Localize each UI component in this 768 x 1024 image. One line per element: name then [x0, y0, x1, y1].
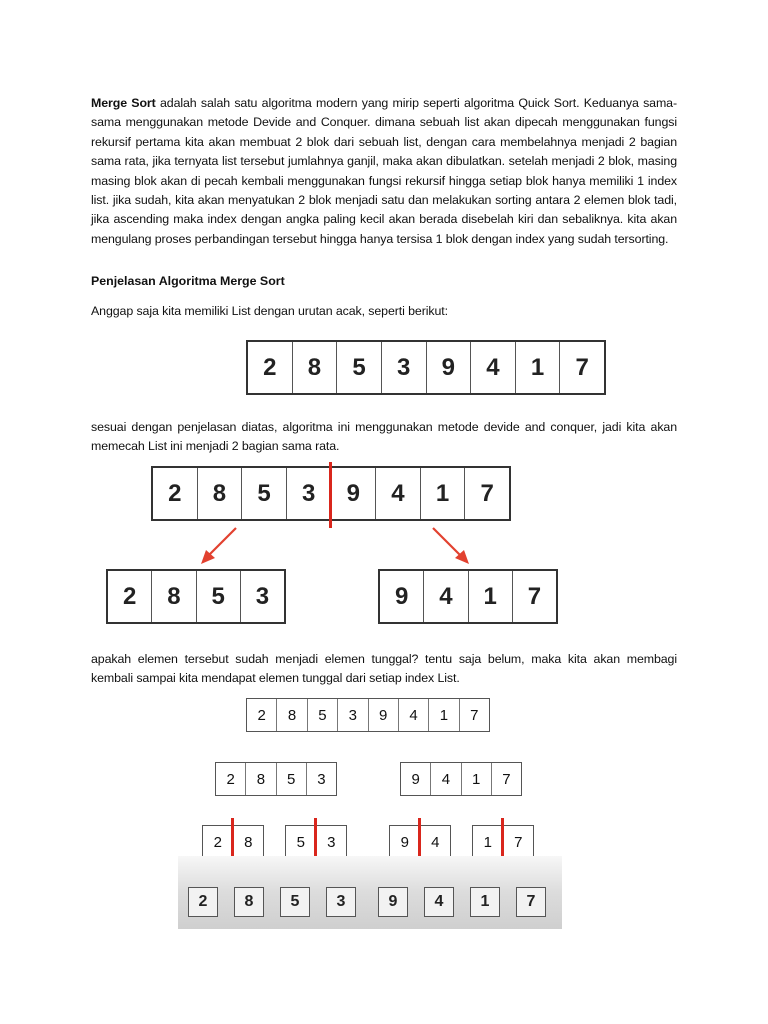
list-cell: 1 [462, 763, 492, 795]
recursive-right-half [400, 762, 522, 796]
list-cell: 8 [293, 342, 338, 393]
list-cell: 3 [317, 770, 326, 788]
list-cell: 7 [502, 770, 511, 788]
single-element: 3 [326, 887, 356, 917]
list-cell: 2 [203, 826, 234, 858]
recursive-left-half [215, 762, 337, 796]
right-half-figure [378, 569, 558, 624]
list-cell: 9 [332, 468, 377, 519]
list-cell: 5 [277, 763, 307, 795]
list-cell: 3 [382, 342, 427, 393]
list-cell: 9 [401, 763, 431, 795]
list-cell: 8 [152, 571, 196, 622]
list-cell: 5 [197, 571, 241, 622]
single-element: 2 [188, 887, 218, 917]
list-cell: 7 [527, 582, 542, 610]
list-cell: 3 [287, 468, 332, 519]
single-element: 7 [516, 887, 546, 917]
list-cell: 3 [338, 699, 368, 731]
recursion-paragraph: apakah elemen tersebut sudah menjadi elemen tunggal? tentu saja belum, maka kita akan membagi kembali sampai kita mendapat elemen tunggal dari setiap index List. [91, 652, 677, 686]
intro-list-paragraph: Anggap saja kita memiliki List dengan urutan acak, seperti berikut: [91, 304, 448, 318]
list-cell: 5 [308, 699, 338, 731]
right-arrow-icon [428, 524, 474, 566]
list-cell: 1 [469, 571, 513, 622]
list-cell: 2 [248, 342, 293, 393]
list-cell: 2 [108, 571, 152, 622]
list-cell: 1 [421, 468, 466, 519]
split-line [329, 462, 332, 528]
intro-text: adalah salah satu algoritma modern yang mirip seperti algoritma Quick Sort. Keduanya sama-sama menggunakan metode Devide and Conquer. dimana sebuah list akan dipecah menggunakan fungsi rekursif pertama kita akan membuat 2 blok dari sebuah list, dengan cara membelahnya menjadi 2 bagian sama rata, jika ternyata list tersebut jumlahnya ganjil, maka akan dibulatkan. setelah menjadi 2 blok, masing masing blok akan di pecah kembali menggunakan fungsi rekursif hingga setiap blok hanya memiliki 1 index list. jika sudah, kita akan menyatukan 2 blok menjadi satu dan melakukan sorting antara 2 elemen blok tadi, jika ascending maka index dengan angka paling kecil akan berada disebelah kiri dan sebaliknya. kita akan mengulang proses perbandingan tersebut hingga hanya tersisa 1 blok dengan index yang sudah tersorting. [91, 96, 678, 246]
left-arrow-icon [196, 524, 242, 566]
list-cell: 4 [424, 571, 468, 622]
list-cell: 1 [429, 699, 459, 731]
list-cell: 4 [471, 342, 516, 393]
list-cell: 4 [376, 468, 421, 519]
single-element: 9 [378, 887, 408, 917]
list-cell: 8 [246, 763, 276, 795]
merge-sort-term: Merge Sort [91, 96, 156, 110]
list-cell: 2 [247, 699, 277, 731]
left-half-figure [106, 569, 286, 624]
intro-paragraph [91, 94, 677, 249]
section-heading: Penjelasan Algoritma Merge Sort [91, 274, 285, 288]
list-cell: 9 [390, 826, 421, 858]
list-cell: 8 [198, 468, 243, 519]
list-cell: 5 [337, 342, 382, 393]
list-cell: 3 [327, 833, 336, 851]
single-element: 4 [424, 887, 454, 917]
list-cell: 7 [514, 833, 523, 851]
list-cell: 4 [399, 699, 429, 731]
list-cell: 7 [480, 479, 494, 507]
list-cell: 1 [516, 342, 561, 393]
list-cell: 8 [277, 699, 307, 731]
list-cell: 2 [153, 468, 198, 519]
list-cell: 9 [369, 699, 399, 731]
single-element: 1 [470, 887, 500, 917]
list-cell: 4 [431, 763, 461, 795]
list-cell: 9 [427, 342, 472, 393]
single-element: 8 [234, 887, 264, 917]
single-element: 5 [280, 887, 310, 917]
list-cell: 4 [431, 833, 440, 851]
list-cell: 7 [575, 353, 589, 381]
list-cell: 8 [244, 833, 253, 851]
list-cell: 9 [380, 571, 424, 622]
split-paragraph: sesuai dengan penjelasan diatas, algoritma ini menggunakan metode devide and conquer, jadi kita akan memecah List ini menjadi 2 bagian sama rata. [91, 420, 677, 454]
list-cell: 5 [242, 468, 287, 519]
initial-list-figure [246, 340, 606, 395]
list-cell: 7 [470, 706, 479, 724]
list-cell: 1 [473, 826, 504, 858]
list-cell: 5 [286, 826, 317, 858]
list-cell: 3 [255, 582, 270, 610]
list-cell: 2 [216, 763, 246, 795]
recursive-list-figure [246, 698, 490, 732]
